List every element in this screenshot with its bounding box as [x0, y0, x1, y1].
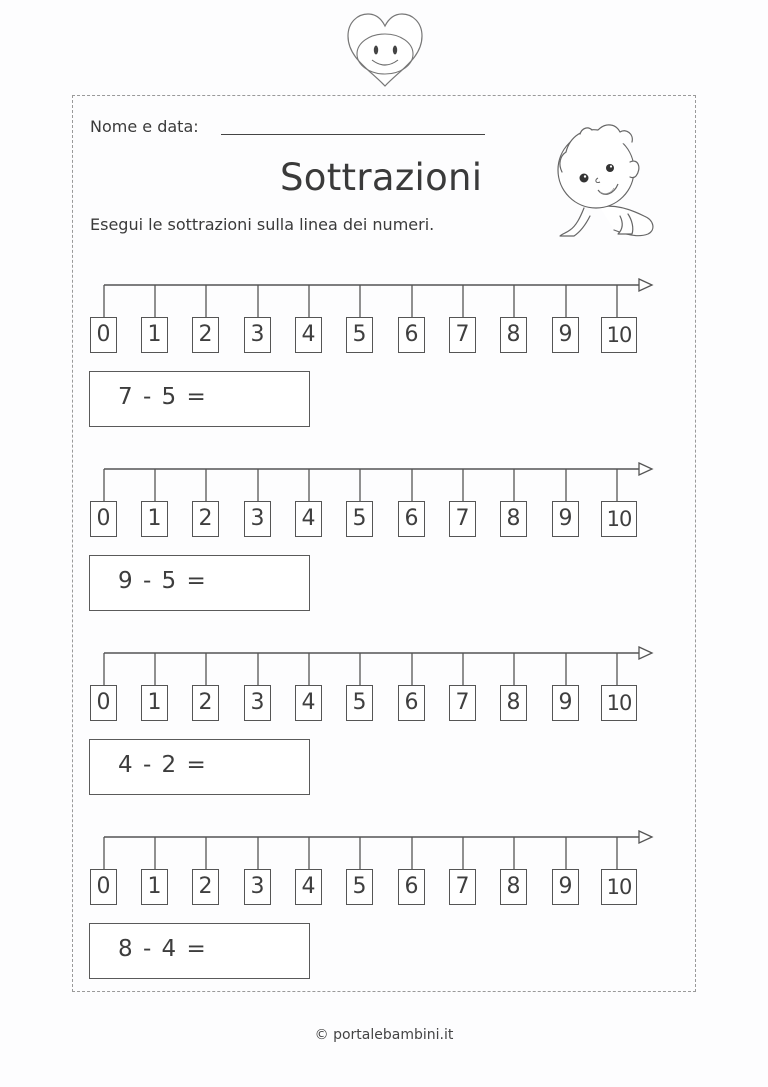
number-box: 9 — [552, 685, 579, 721]
number-box: 4 — [295, 317, 322, 353]
number-box: 9 — [552, 501, 579, 537]
number-box: 1 — [141, 317, 168, 353]
number-box: 8 — [500, 869, 527, 905]
arrow-icon — [639, 463, 652, 475]
number-box: 8 — [500, 317, 527, 353]
number-box: 6 — [398, 685, 425, 721]
instructions-text: Esegui le sottrazioni sulla linea dei numeri. — [90, 215, 435, 234]
number-box: 8 — [500, 685, 527, 721]
number-box: 5 — [346, 501, 373, 537]
number-box: 10 — [601, 685, 637, 721]
number-box: 2 — [192, 317, 219, 353]
exercise-expression: 8 - 4 = — [118, 936, 206, 962]
heart-smiley-icon — [340, 10, 430, 90]
number-box: 2 — [192, 869, 219, 905]
number-box: 7 — [449, 869, 476, 905]
exercise-expression: 7 - 5 = — [118, 384, 206, 410]
number-box: 2 — [192, 685, 219, 721]
copyright-footer: © portalebambini.it — [314, 1027, 454, 1043]
name-date-label: Nome e data: — [90, 117, 199, 136]
number-box: 0 — [90, 501, 117, 537]
number-box: 10 — [601, 869, 637, 905]
answer-box-1[interactable] — [89, 371, 310, 427]
number-box: 6 — [398, 317, 425, 353]
number-line-3 — [0, 621, 768, 715]
number-box: 9 — [552, 317, 579, 353]
number-box: 1 — [141, 501, 168, 537]
number-line-4 — [0, 805, 768, 899]
number-box: 9 — [552, 869, 579, 905]
number-box: 3 — [244, 317, 271, 353]
arrow-icon — [639, 279, 652, 291]
number-box: 5 — [346, 685, 373, 721]
arrow-icon — [639, 831, 652, 843]
number-box: 1 — [141, 685, 168, 721]
number-box: 10 — [601, 501, 637, 537]
number-box: 10 — [601, 317, 637, 353]
number-box: 0 — [90, 869, 117, 905]
number-box: 0 — [90, 685, 117, 721]
number-box: 3 — [244, 869, 271, 905]
number-box: 4 — [295, 869, 322, 905]
name-date-field[interactable] — [221, 134, 485, 135]
number-box: 2 — [192, 501, 219, 537]
answer-box-3[interactable] — [89, 739, 310, 795]
number-line-2 — [0, 437, 768, 531]
number-box: 3 — [244, 685, 271, 721]
arrow-icon — [639, 647, 652, 659]
crawling-baby-illustration — [540, 112, 660, 242]
number-box: 7 — [449, 501, 476, 537]
number-box: 8 — [500, 501, 527, 537]
number-line-1 — [0, 253, 768, 347]
number-box: 7 — [449, 317, 476, 353]
number-box: 6 — [398, 869, 425, 905]
number-box: 5 — [346, 317, 373, 353]
number-box: 7 — [449, 685, 476, 721]
answer-box-4[interactable] — [89, 923, 310, 979]
exercise-expression: 4 - 2 = — [118, 752, 206, 778]
answer-box-2[interactable] — [89, 555, 310, 611]
number-box: 5 — [346, 869, 373, 905]
number-box: 3 — [244, 501, 271, 537]
number-box: 4 — [295, 501, 322, 537]
number-box: 4 — [295, 685, 322, 721]
number-box: 1 — [141, 869, 168, 905]
page-title: Sottrazioni — [280, 156, 483, 199]
exercise-expression: 9 - 5 = — [118, 568, 206, 594]
number-box: 0 — [90, 317, 117, 353]
number-box: 6 — [398, 501, 425, 537]
